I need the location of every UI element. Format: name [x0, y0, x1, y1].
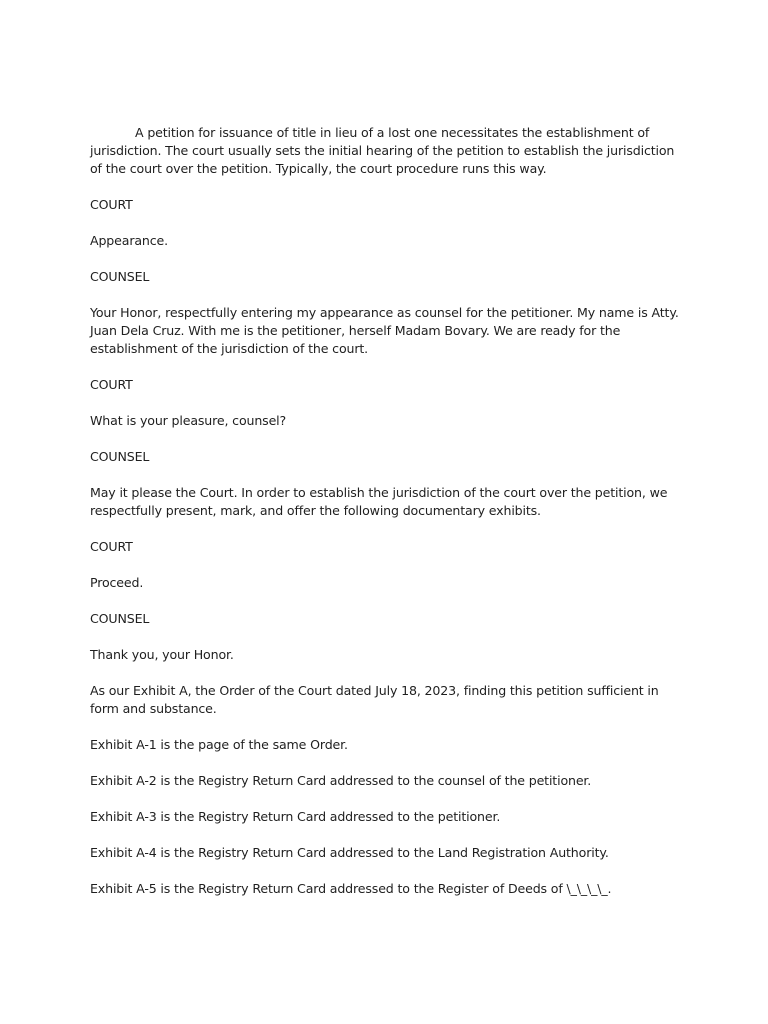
intro-paragraph: A petition for issuance of title in lieu of a lost one necessitates the establishment of jurisdiction. The court usually sets the initial hearing of the petition to establish the jurisdiction of the court over the petition. Typically, the court procedure runs this way.: [90, 125, 675, 176]
dialogue-line: May it please the Court. In order to establish the jurisdiction of the court over the petition, we respectfully present, mark, and offer the following documentary exhibits.: [90, 485, 668, 518]
dialogue-line: Proceed.: [90, 575, 144, 590]
exhibit-line: Exhibit A-2 is the Registry Return Card addressed to the counsel of the petitioner.: [90, 773, 592, 788]
speaker-court: COURT: [90, 197, 133, 212]
exhibit-line: Exhibit A-5 is the Registry Return Card addressed to the Register of Deeds of \_\_\_\_.: [90, 881, 612, 896]
speaker-counsel: COUNSEL: [90, 269, 150, 284]
speaker-court: COURT: [90, 377, 133, 392]
exhibit-line: Exhibit A-3 is the Registry Return Card addressed to the petitioner.: [90, 809, 501, 824]
dialogue-line: Thank you, your Honor.: [90, 647, 234, 662]
exhibit-line: As our Exhibit A, the Order of the Court dated July 18, 2023, finding this petition sufficient in form and substance.: [90, 683, 659, 716]
dialogue-line: Appearance.: [90, 233, 168, 248]
exhibit-line: Exhibit A-4 is the Registry Return Card addressed to the Land Registration Authority.: [90, 845, 609, 860]
speaker-court: COURT: [90, 539, 133, 554]
speaker-counsel: COUNSEL: [90, 449, 150, 464]
exhibit-line: Exhibit A-1 is the page of the same Order.: [90, 737, 348, 752]
dialogue-line: What is your pleasure, counsel?: [90, 413, 287, 428]
document-body: [90, 124, 680, 916]
speaker-counsel: COUNSEL: [90, 611, 150, 626]
dialogue-line: Your Honor, respectfully entering my appearance as counsel for the petitioner. My name is Atty. Juan Dela Cruz. With me is the petitioner, herself Madam Bovary. We are ready for the establishment of the jurisdiction of the court.: [90, 305, 679, 356]
